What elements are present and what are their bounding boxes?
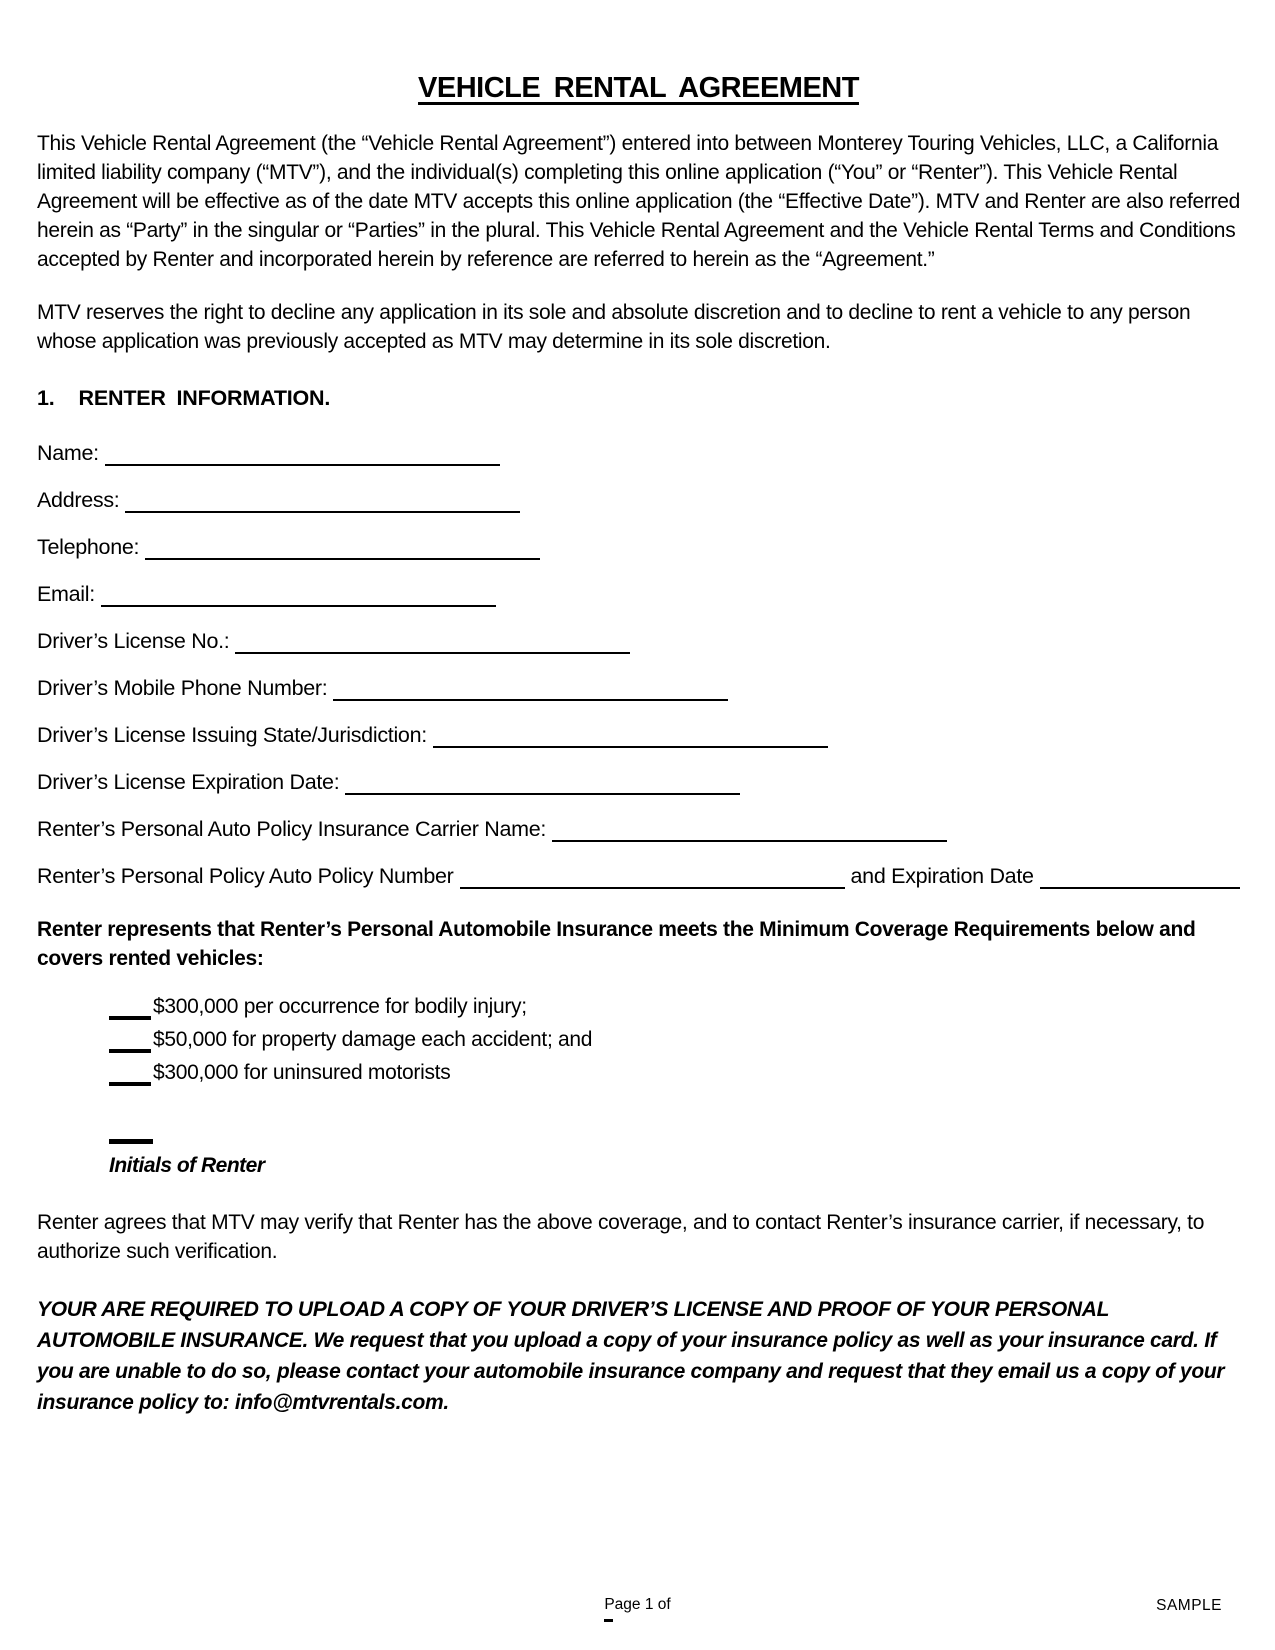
field-label: Renter’s Personal Auto Policy Insurance Carrier Name: <box>37 817 547 841</box>
field-label: Email: <box>37 582 95 606</box>
policy-number-blank-line[interactable] <box>460 863 845 889</box>
field-label: Renter’s Personal Policy Auto Policy Number <box>37 864 454 888</box>
mobile-phone-blank-line[interactable] <box>333 675 728 701</box>
field-label: Name: <box>37 441 99 465</box>
license-no-blank-line[interactable] <box>235 628 630 654</box>
initials-label: Initials of Renter <box>109 1154 265 1177</box>
field-row-license-no <box>37 623 1240 654</box>
verify-paragraph: Renter agrees that MTV may verify that Renter has the above coverage, and to contact Renter’s insurance carrier, if necessary, to authorize such verification. <box>37 1211 1205 1263</box>
intro-paragraph: This Vehicle Rental Agreement (the “Vehicle Rental Agreement”) entered into between Monterey Touring Vehicles, LLC, a California limited liability company (“MTV”), and the individual(s) completing this online application (“You” or “Renter”). This Vehicle Rental Agreement will be effective as of the date MTV accepts this online application (the “Effective Date”). MTV and Renter are also referred herein as “Party” in the singular or “Parties” in the plural. This Vehicle Rental Agreement and the Vehicle Rental Terms and Conditions accepted by Renter and incorporated herein by reference are referred to herein as the “Agreement.” <box>37 132 1241 271</box>
field-row-issuing-state <box>37 717 1240 748</box>
issuing-state-blank-line[interactable] <box>433 722 828 748</box>
field-row-email <box>37 576 1240 607</box>
field-label: Driver’s License Issuing State/Jurisdiction: <box>37 723 427 747</box>
represents-paragraph: Renter represents that Renter’s Personal Automobile Insurance meets the Minimum Coverage Requirements below and covers rented vehicles: <box>37 918 1196 970</box>
section-title: RENTER INFORMATION. <box>78 386 331 410</box>
section-heading <box>37 386 1240 411</box>
field-label: Driver’s Mobile Phone Number: <box>37 676 328 700</box>
coverage-requirements-list <box>109 993 1240 1086</box>
coverage-text: $300,000 per occurrence for bodily injury; <box>153 995 527 1018</box>
coverage-blank-line[interactable] <box>109 996 151 1020</box>
initials-blank-line[interactable] <box>109 1134 153 1144</box>
document-content <box>37 72 1240 1418</box>
field-row-license-expiration <box>37 764 1240 795</box>
page-footer <box>0 1596 1275 1622</box>
document-title-text: VEHICLE RENTAL AGREEMENT <box>418 72 859 104</box>
section-number: 1. <box>37 386 55 410</box>
coverage-text: $50,000 for property damage each accident; and <box>153 1028 593 1051</box>
field-label: Driver’s License No.: <box>37 629 230 653</box>
field-label: Telephone: <box>37 535 140 559</box>
field-row-mobile-phone <box>37 670 1240 701</box>
telephone-blank-line[interactable] <box>145 534 540 560</box>
coverage-item-bodily-injury <box>109 993 1240 1020</box>
coverage-item-property-damage <box>109 1026 1240 1053</box>
discretion-paragraph: MTV reserves the right to decline any application in its sole and absolute discretion and to decline to rent a vehicle to any person whose application was previously accepted as MTV may determine in its sole discretion. <box>37 301 1191 353</box>
document-title <box>37 72 1240 105</box>
email-blank-line[interactable] <box>101 581 496 607</box>
policy-expiration-blank-line[interactable] <box>1040 863 1240 889</box>
field-label: Driver’s License Expiration Date: <box>37 770 340 794</box>
page-number: Page 1 of <box>604 1596 671 1613</box>
page-number-partial-glyph <box>604 1619 613 1622</box>
field-row-insurance-carrier <box>37 811 1240 842</box>
initials-block <box>109 1134 1240 1178</box>
field-label: and Expiration Date <box>850 864 1034 888</box>
address-blank-line[interactable] <box>125 487 520 513</box>
field-label: Address: <box>37 488 120 512</box>
upload-notice-paragraph: YOUR ARE REQUIRED TO UPLOAD A COPY OF YOUR DRIVER’S LICENSE AND PROOF OF YOUR PERSONAL AUTOMOBILE INSURANCE. We request that you upload a copy of your insurance policy as well as your insurance card. If you are unable to do so, please contact your automobile insurance company and request that they email us a copy of your insurance policy to: info@mtvrentals.com. <box>37 1298 1225 1414</box>
coverage-item-uninsured-motorists <box>109 1059 1240 1086</box>
field-row-name <box>37 435 1240 466</box>
coverage-blank-line[interactable] <box>109 1062 151 1086</box>
coverage-blank-line[interactable] <box>109 1029 151 1053</box>
coverage-text: $300,000 for uninsured motorists <box>153 1061 451 1084</box>
field-row-address <box>37 482 1240 513</box>
name-blank-line[interactable] <box>105 440 500 466</box>
sample-watermark: SAMPLE <box>1156 1597 1222 1614</box>
insurance-carrier-blank-line[interactable] <box>552 816 947 842</box>
page-number-block <box>604 1596 670 1622</box>
license-expiration-blank-line[interactable] <box>345 769 740 795</box>
field-row-telephone <box>37 529 1240 560</box>
field-row-policy-number <box>37 858 1240 889</box>
